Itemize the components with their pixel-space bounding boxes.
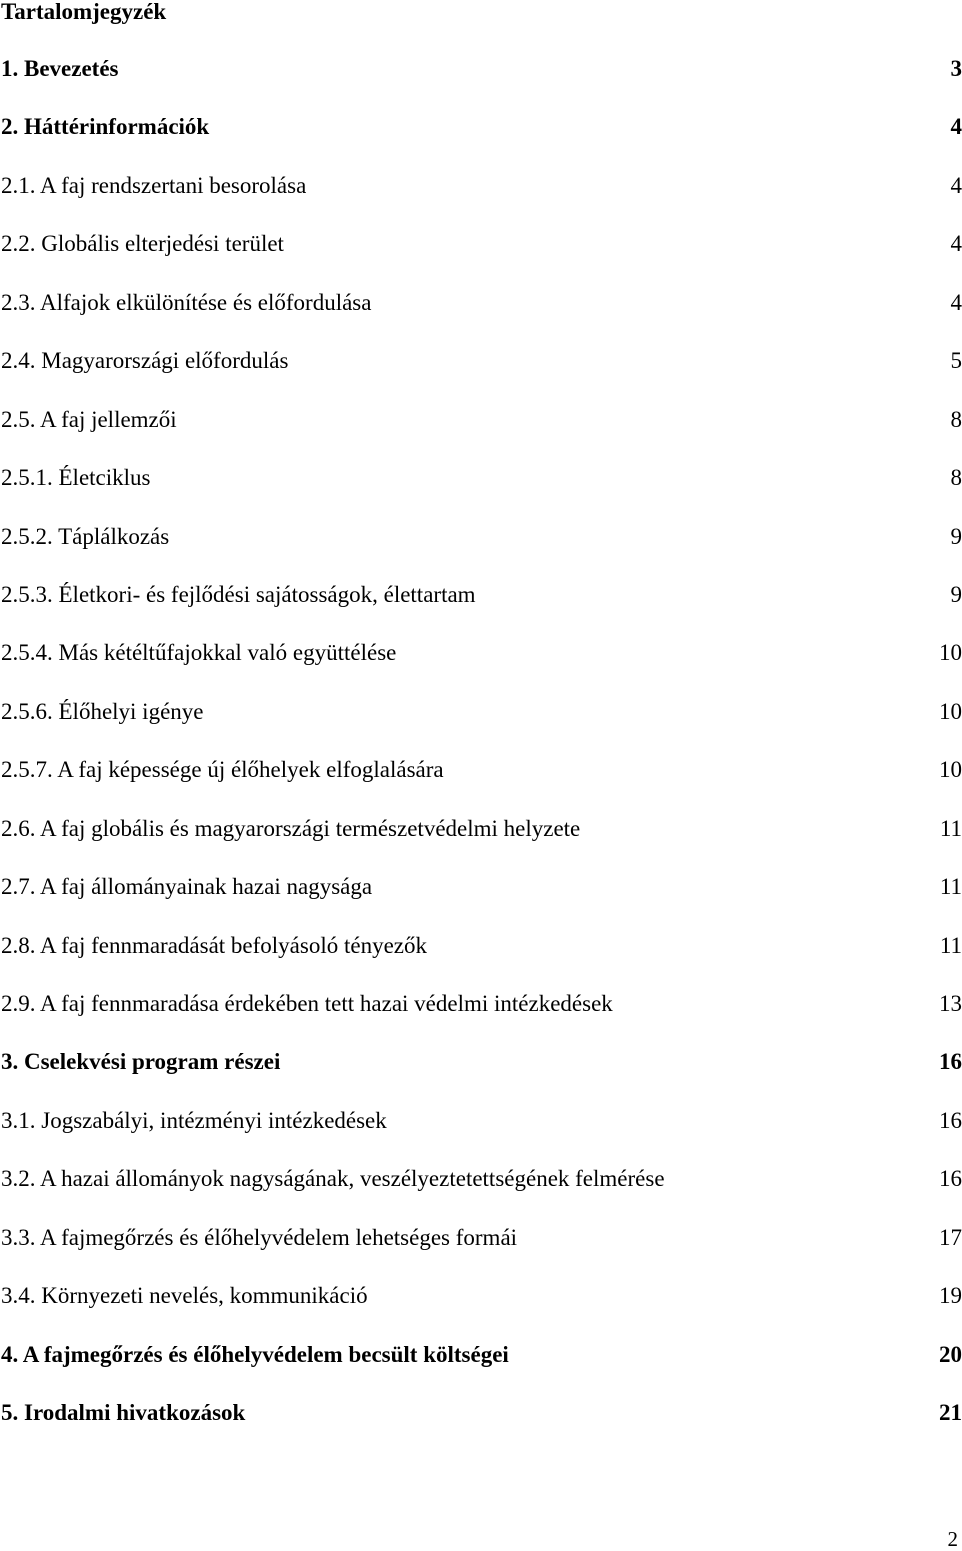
toc-entry-label: 2.5.3. Életkori- és fejlődési sajátosságok, élettartam xyxy=(0,581,476,609)
toc-entry xyxy=(0,990,962,1048)
toc-entry-label: 2.2. Globális elterjedési terület xyxy=(0,230,284,258)
toc-entry xyxy=(0,756,962,814)
toc-entry xyxy=(0,1224,962,1282)
toc-entry xyxy=(0,172,962,230)
toc-entry xyxy=(0,113,962,171)
toc-entry-page: 10 xyxy=(939,639,962,667)
toc-entry-label: 3.2. A hazai állományok nagyságának, veszélyeztetettségének felmérése xyxy=(0,1165,665,1193)
toc-entry-page: 11 xyxy=(940,873,962,901)
toc-entry-label: 2.5.4. Más kétéltűfajokkal való együttélése xyxy=(0,639,396,667)
toc-title: Tartalomjegyzék xyxy=(1,0,166,24)
toc-entry-page: 19 xyxy=(939,1282,962,1310)
toc-entry-label: 3.1. Jogszabályi, intézményi intézkedések xyxy=(0,1107,387,1135)
toc-entry-page: 8 xyxy=(951,464,962,492)
toc-entry xyxy=(0,289,962,347)
toc-entry xyxy=(0,1165,962,1223)
toc-entry-page: 21 xyxy=(939,1399,962,1427)
toc-entry-label: 2.4. Magyarországi előfordulás xyxy=(0,347,288,375)
toc-entry-page: 16 xyxy=(939,1048,962,1076)
toc-entry-page: 4 xyxy=(951,172,962,200)
toc-entry-label: 2.9. A faj fennmaradása érdekében tett hazai védelmi intézkedések xyxy=(0,990,613,1018)
toc-entry-label: 2. Háttérinformációk xyxy=(0,113,209,141)
toc-entry xyxy=(0,523,962,581)
toc-entry-label: 2.1. A faj rendszertani besorolása xyxy=(0,172,306,200)
toc-entry xyxy=(0,698,962,756)
toc-entry xyxy=(0,639,962,697)
toc-entry xyxy=(0,1341,962,1399)
toc-entry-label: 3. Cselekvési program részei xyxy=(0,1048,280,1076)
toc-entry xyxy=(0,1048,962,1106)
toc-entry xyxy=(0,873,962,931)
toc-entry-page: 11 xyxy=(940,932,962,960)
toc-entry-label: 2.5.1. Életciklus xyxy=(0,464,150,492)
toc-entry xyxy=(0,1282,962,1340)
toc-entry-page: 3 xyxy=(951,55,962,83)
toc-entry-label: 3.4. Környezeti nevelés, kommunikáció xyxy=(0,1282,368,1310)
page-number: 2 xyxy=(948,1528,959,1550)
toc-entry-label: 5. Irodalmi hivatkozások xyxy=(0,1399,245,1427)
toc-entry-page: 4 xyxy=(951,113,962,141)
toc-entry-page: 9 xyxy=(951,523,962,551)
toc-entry-page: 4 xyxy=(951,230,962,258)
toc-entry-page: 20 xyxy=(939,1341,962,1369)
toc-entry-page: 10 xyxy=(939,756,962,784)
toc-entry-page: 13 xyxy=(939,990,962,1018)
toc-entry-label: 3.3. A fajmegőrzés és élőhelyvédelem lehetséges formái xyxy=(0,1224,517,1252)
toc-entry xyxy=(0,1107,962,1165)
toc-entry-label: 2.5.7. A faj képessége új élőhelyek elfoglalására xyxy=(0,756,444,784)
toc-entry xyxy=(0,815,962,873)
toc-entry-page: 17 xyxy=(939,1224,962,1252)
toc-entry-page: 5 xyxy=(951,347,962,375)
toc-entry-label: 2.7. A faj állományainak hazai nagysága xyxy=(0,873,372,901)
toc-entry xyxy=(0,347,962,405)
toc-entry xyxy=(0,406,962,464)
toc-entry-label: 2.3. Alfajok elkülönítése és előfordulása xyxy=(0,289,371,317)
toc-entry-page: 16 xyxy=(939,1107,962,1135)
toc-list xyxy=(0,55,962,1458)
toc-entry-label: 2.6. A faj globális és magyarországi természetvédelmi helyzete xyxy=(0,815,580,843)
toc-entry-page: 8 xyxy=(951,406,962,434)
toc-entry-page: 11 xyxy=(940,815,962,843)
toc-entry-page: 9 xyxy=(951,581,962,609)
toc-entry xyxy=(0,55,962,113)
toc-entry-page: 4 xyxy=(951,289,962,317)
toc-entry-label: 2.5. A faj jellemzői xyxy=(0,406,177,434)
toc-entry-page: 10 xyxy=(939,698,962,726)
toc-entry-label: 2.5.2. Táplálkozás xyxy=(0,523,169,551)
toc-entry xyxy=(0,230,962,288)
toc-entry xyxy=(0,1399,962,1457)
toc-entry-page: 16 xyxy=(939,1165,962,1193)
toc-entry xyxy=(0,932,962,990)
toc-entry xyxy=(0,581,962,639)
toc-entry xyxy=(0,464,962,522)
toc-entry-label: 1. Bevezetés xyxy=(0,55,119,83)
toc-entry-label: 4. A fajmegőrzés és élőhelyvédelem becsült költségei xyxy=(0,1341,509,1369)
toc-entry-label: 2.5.6. Élőhelyi igénye xyxy=(0,698,204,726)
toc-entry-label: 2.8. A faj fennmaradását befolyásoló tényezők xyxy=(0,932,427,960)
